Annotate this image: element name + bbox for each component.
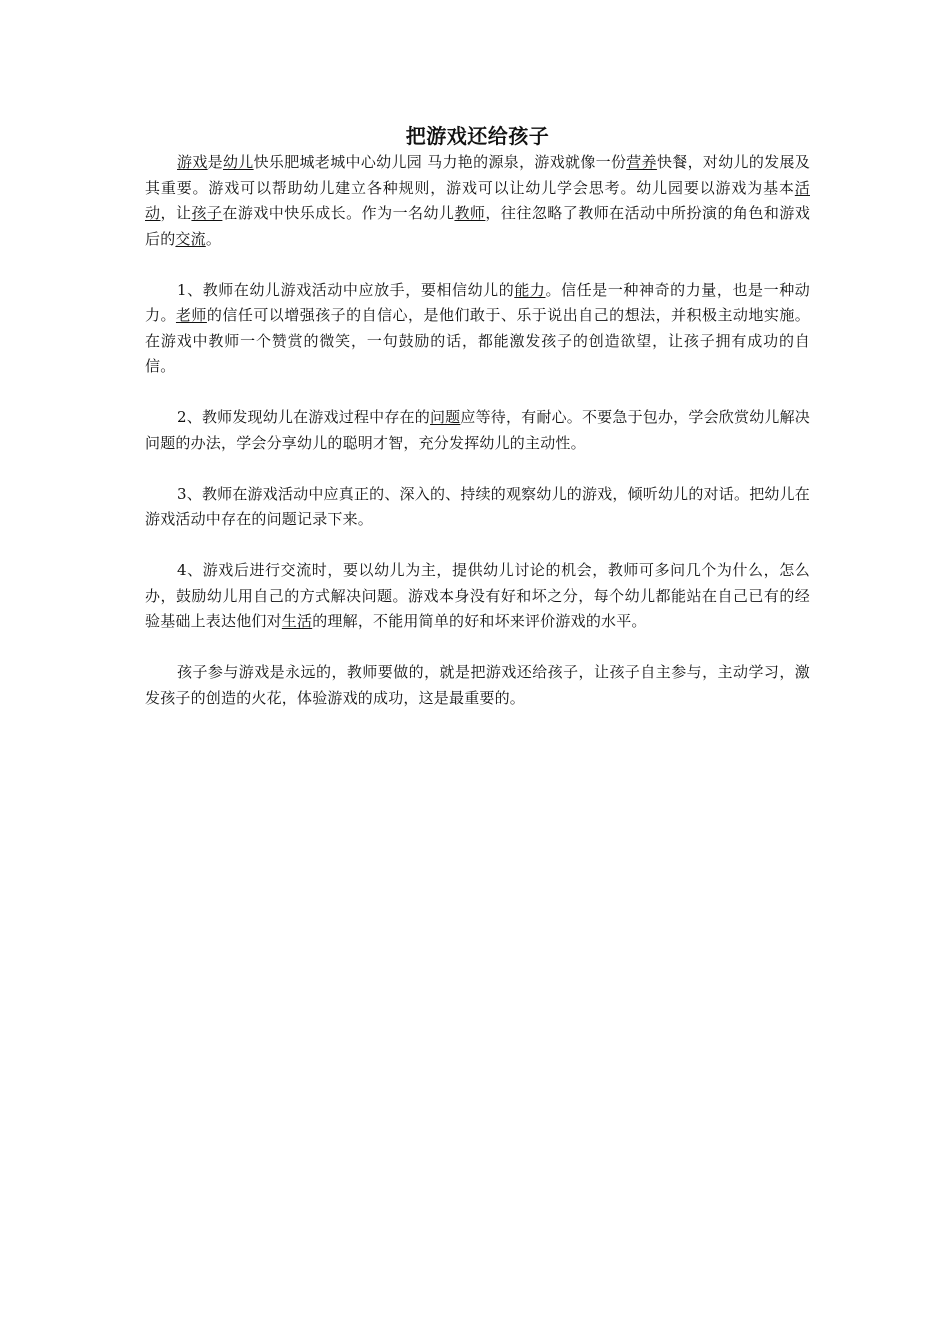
text-span: 孩子参与游戏是永远的，教师要做的，就是把游戏还给孩子，让孩子自主参与，主动学习，激发孩子的创造的火花，体验游戏的成功，这是最重要的。	[145, 663, 810, 707]
point-3-paragraph	[145, 482, 810, 533]
intro-paragraph	[145, 150, 810, 252]
link-yingyang[interactable]: 营养	[626, 153, 657, 171]
point-2-paragraph	[145, 405, 810, 456]
text-span: 在游戏中快乐成长。作为一名幼儿	[222, 204, 455, 222]
link-haizi[interactable]: 孩子	[191, 204, 223, 222]
link-jiaoliu[interactable]: 交流	[175, 229, 206, 248]
conclusion-paragraph	[145, 660, 810, 711]
text-span: 是	[207, 153, 223, 171]
paragraph-gap	[145, 533, 810, 559]
text-span: ，往往忽略了教师在活动中所扮演的角色和游戏后的	[145, 204, 811, 248]
paragraph-gap	[145, 635, 810, 661]
paragraph-gap	[145, 456, 810, 482]
document-page	[145, 122, 810, 711]
text-span: 。	[205, 229, 222, 248]
text-span: 快餐，对幼儿的发展及其重要。游戏可以帮助幼儿建立各种规则，游戏可以让幼儿学会思考。幼儿园要以游戏为基本	[145, 153, 810, 197]
text-span: 2、教师发现幼儿在游戏过程中存在的	[177, 408, 430, 426]
text-span: 的信任可以增强孩子的自信心，是他们敢于、乐于说出自己的想法，并积极主动地实施。在游戏中教师一个赞赏的微笑，一句鼓励的话，都能激发孩子的创造欲望，让孩子拥有成功的自信。	[145, 306, 811, 375]
link-youxi[interactable]: 游戏	[177, 153, 208, 171]
point-1-paragraph	[145, 278, 810, 380]
link-laoshi[interactable]: 老师	[175, 306, 207, 324]
link-jiaoshi[interactable]: 教师	[454, 204, 486, 222]
text-span: 的理解，不能用简单的好和坏来评价游戏的水平。	[312, 612, 647, 630]
paragraph-gap	[145, 380, 810, 406]
paragraph-gap	[145, 252, 810, 278]
text-span: 1、教师在幼儿游戏活动中应放手，要相信幼儿的	[177, 280, 515, 299]
link-huodong[interactable]: 活动	[145, 178, 810, 222]
text-span: ，让	[160, 204, 192, 222]
link-youer[interactable]: 幼儿	[222, 153, 254, 171]
page-title: 把游戏还给孩子	[405, 124, 550, 148]
link-shenghuo[interactable]: 生活	[281, 612, 313, 630]
link-nengli[interactable]: 能力	[514, 280, 546, 299]
text-span: 快乐肥城老城中心幼儿园 马力艳的源泉，游戏就像一份	[253, 153, 627, 171]
point-4-paragraph	[145, 558, 810, 635]
text-span: 3、教师在游戏活动中应真正的、深入的、持续的观察幼儿的游戏，倾听幼儿的对话。把幼儿在游戏活动中存在的问题记录下来。	[145, 484, 810, 528]
link-wenti[interactable]: 问题	[429, 408, 461, 426]
text-span: 。信任是一种神奇的力量，也是一种动力。	[145, 280, 810, 324]
text-span: 应等待，有耐心。不要急于包办，学会欣赏幼儿解决问题的办法，学会分享幼儿的聪明才智，充分发挥幼儿的主动性。	[145, 408, 810, 452]
text-span: 4、游戏后进行交流时，要以幼儿为主，提供幼儿讨论的机会，教师可多问几个为什么，怎么办，鼓励幼儿用自己的方式解决问题。游戏本身没有好和坏之分，每个幼儿都能站在自己已有的经验基础上表达他们对	[145, 561, 810, 630]
